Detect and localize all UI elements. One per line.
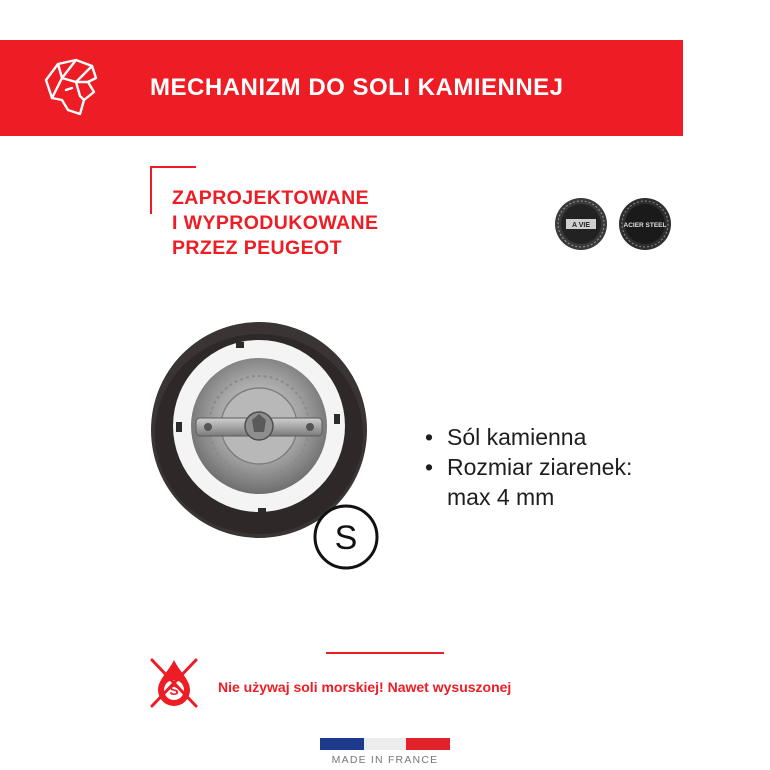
warning-icon-letter: S (169, 682, 179, 698)
made-in-france-label: MADE IN FRANCE (331, 754, 439, 766)
feature-item: • Sól kamienna (425, 422, 632, 452)
divider (326, 652, 444, 654)
feature-item: • Rozmiar ziarenek: (425, 452, 632, 482)
no-sea-salt-icon (146, 654, 202, 710)
badge-text: ACIER STEEL (623, 222, 667, 229)
warning-text: Nie używaj soli morskiej! Nawet wysuszonej (218, 679, 512, 695)
lion-head-icon (36, 52, 108, 124)
flag-stripe-red (406, 738, 450, 750)
badge-text: A VIE (571, 222, 591, 229)
feature-list (425, 422, 632, 512)
tagline-line: ZAPROJEKTOWANE (172, 187, 370, 209)
feature-item-continued: max 4 mm (447, 484, 555, 510)
flag-stripe-white (364, 738, 406, 750)
tagline (172, 186, 378, 261)
header-banner (0, 40, 683, 136)
lifetime-warranty-badge (554, 197, 608, 251)
tagline-line: PRZEZ PEUGEOT (172, 237, 342, 259)
s-mark-letter: S (334, 519, 358, 557)
flag-stripe-blue (320, 738, 364, 750)
tagline-line: I WYPRODUKOWANE (172, 212, 379, 234)
salt-s-icon (312, 503, 380, 571)
page-title: MECHANIZM DO SOLI KAMIENNEJ (150, 74, 564, 101)
acier-steel-badge (618, 197, 672, 251)
